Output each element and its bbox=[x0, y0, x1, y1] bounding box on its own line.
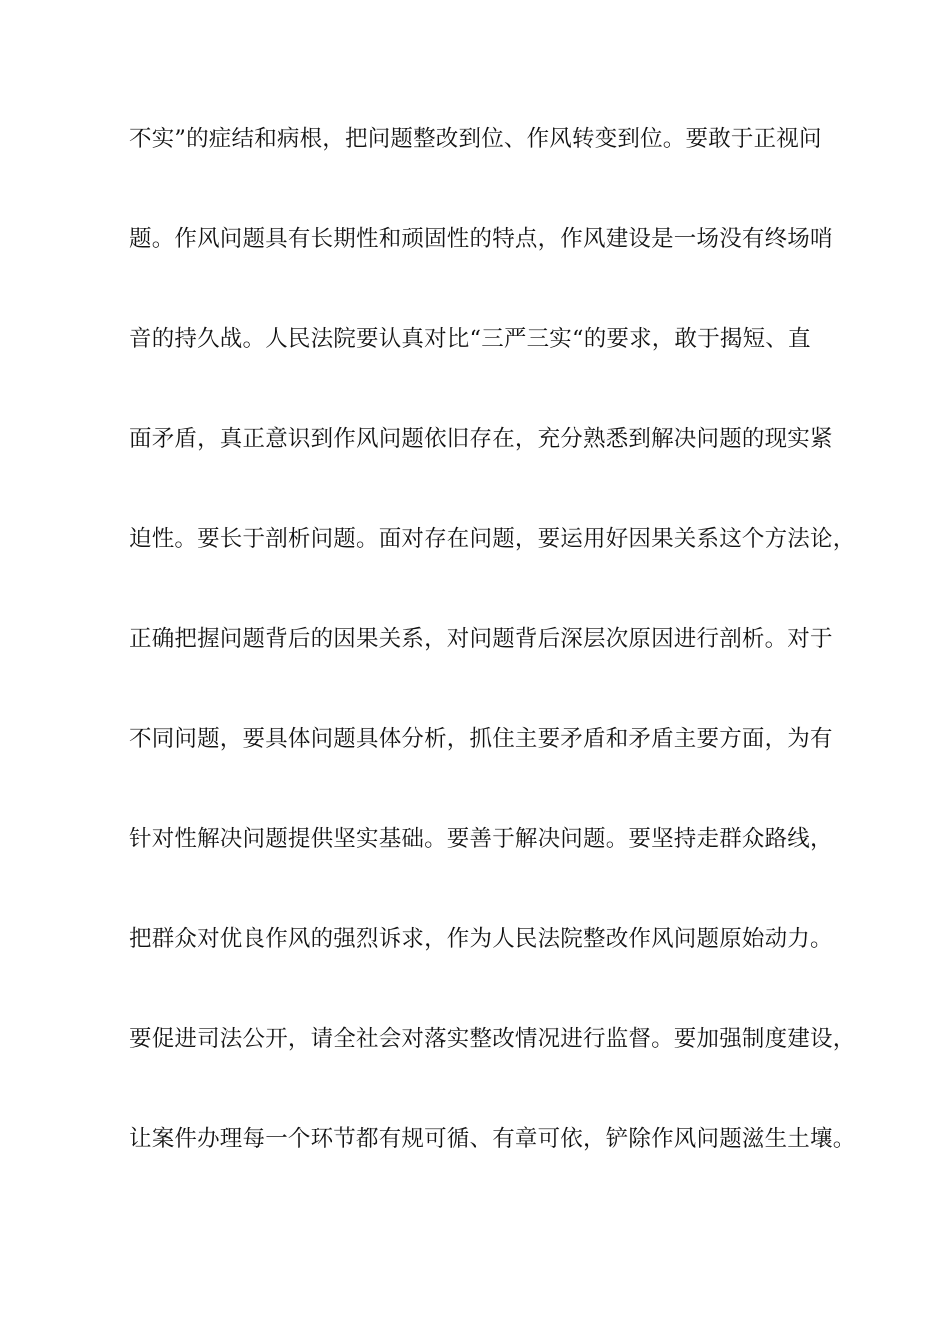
text-line: 面矛盾，真正意识到作风问题依旧存在，充分熟悉到解决问题的现实紧 bbox=[129, 426, 833, 452]
text-line: 把群众对优良作风的强烈诉求，作为人民法院整改作风问题原始动力。 bbox=[129, 926, 833, 952]
text-line: 不同问题，要具体问题具体分析，抓住主要矛盾和矛盾主要方面，为有 bbox=[129, 726, 833, 752]
text-line: 迫性。要长于剖析问题。面对存在问题，要运用好因果关系这个方法论， bbox=[129, 526, 856, 552]
body-text bbox=[129, 114, 856, 1214]
text-line: 音的持久战。人民法院要认真对比“三严三实“的要求，敢于揭短、直 bbox=[129, 326, 811, 352]
text-line: 题。作风问题具有长期性和顽固性的特点，作风建设是一场没有终场哨 bbox=[129, 226, 833, 252]
text-line: 针对性解决问题提供坚实基础。要善于解决问题。要坚持走群众路线， bbox=[129, 826, 833, 852]
text-line: 要促进司法公开，请全社会对落实整改情况进行监督。要加强制度建设， bbox=[129, 1026, 856, 1052]
text-line: 正确把握问题背后的因果关系，对问题背后深层次原因进行剖析。对于 bbox=[129, 626, 833, 652]
text-line: 不实”的症结和病根，把问题整改到位、作风转变到位。要敢于正视问 bbox=[129, 126, 822, 152]
text-line: 让案件办理每一个环节都有规可循、有章可依，铲除作风问题滋生土壤。 bbox=[129, 1126, 856, 1152]
